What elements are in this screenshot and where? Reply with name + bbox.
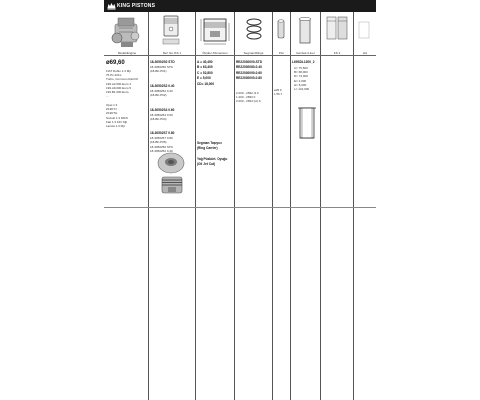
header-label-liner: Gömlek /Liner	[296, 51, 315, 55]
brand-name: KING PISTONS	[117, 3, 156, 9]
piston-kit-icon	[325, 14, 349, 44]
dimension-value: A = 40,450	[197, 60, 213, 64]
ref-code: 18-30502S4 0.60	[150, 108, 175, 112]
header-label-rings: Segman/Rings	[243, 51, 264, 55]
dimension-list	[197, 60, 214, 87]
catalog-sheet	[104, 0, 376, 400]
ring-carrier-label-en: (Ring Carrier)	[197, 146, 218, 150]
ring-code: RE22030080-0.40	[236, 65, 262, 70]
engine-model-list	[106, 69, 138, 98]
engine-note: Opel 1.3	[106, 103, 118, 107]
ring-carrier-label: Segman Taşıyıcı	[197, 141, 222, 145]
engine-model: 199.A9.000 Euro 5	[106, 85, 132, 90]
cylinder-liner-icon	[298, 16, 312, 46]
liner-value: A= 75,500	[294, 66, 308, 70]
ref-sub: 18-3050250 STD	[150, 65, 173, 69]
ring-code: RE22030090-0.60	[236, 70, 262, 75]
dimension-drawing-icon	[198, 14, 232, 48]
ring-code: RE22030000-STD	[236, 60, 263, 64]
ref-sub: (18-BF-P02)	[150, 93, 167, 98]
liner-value: L= 142,000	[294, 87, 310, 92]
column-divider	[320, 12, 321, 400]
engine-model: 199.A2.000 Euro 4	[106, 81, 132, 86]
ref-sub: (18-BF-P04)	[150, 117, 167, 122]
liner-value: E= 2,000	[294, 78, 307, 83]
header-label-pin: Pim	[278, 51, 285, 55]
ref-sub: (18-BF-P05)	[150, 140, 167, 145]
engine-icon	[107, 14, 145, 50]
ha-icon	[357, 20, 371, 40]
liner-dimension-list	[294, 66, 309, 91]
pin-value: L 56.7	[274, 92, 283, 97]
column-divider	[290, 12, 291, 400]
column-divider	[148, 12, 149, 400]
brand-bar	[104, 0, 376, 12]
piston-pin-icon	[276, 18, 286, 40]
engine-model: 75 Ps 2011-	[106, 73, 122, 78]
ref-sub: (18-BF-P01)	[150, 69, 167, 74]
liner-code: L69SDL1200_2	[292, 60, 315, 64]
engine-note: Z13DTJ	[106, 107, 117, 112]
column-divider	[234, 12, 235, 400]
header-label-dimension: Ölçüler /Dimension	[202, 51, 228, 55]
dimension-value: B = 63,400	[197, 65, 213, 70]
piston-icon	[161, 14, 181, 46]
liner-value: B= 68,000	[294, 70, 308, 75]
ref-code: 18-30502S0 STD	[150, 60, 175, 64]
piston-rings-icon	[244, 16, 264, 44]
engine-model: Turbo, Common Rail Dir	[106, 77, 139, 82]
ref-sub: 18-3050254 0.60	[150, 113, 173, 117]
header-label-ks2: KS 2	[333, 51, 341, 55]
engine-model: ...	[106, 94, 109, 99]
ring-size: 2.000 - 2834 (H) S	[236, 99, 261, 104]
ref-extra: 18-3050250 STD	[150, 145, 173, 149]
row-divider	[104, 207, 376, 208]
ring-size: 2.000 - 2832 (2 F	[236, 91, 260, 95]
pin-list	[274, 88, 282, 96]
ref-sub: 18-3050252 0.40	[150, 89, 173, 93]
column-divider	[353, 12, 354, 400]
engine-note: Z13DTH	[106, 111, 118, 116]
header-label-ref: Ref. No./KS 1	[162, 51, 182, 55]
piston-side-photo	[159, 174, 185, 196]
ref-sub-list	[150, 89, 173, 97]
header-label-ha: HA	[362, 51, 368, 55]
oil-jet-label-en: (Oil Jet Cut)	[197, 162, 216, 166]
ring-list	[236, 60, 262, 82]
liner-value: H= 5,000	[294, 82, 307, 87]
engine-note: Lancia 1.3 Mjt	[106, 124, 125, 129]
bore-diameter: ø69,60	[106, 60, 125, 66]
ref-code: 18-30502S7 0.80	[150, 131, 175, 135]
ref-sub-list	[150, 136, 173, 144]
column-divider	[195, 12, 196, 400]
header-divider	[104, 55, 376, 56]
pin-value: ø25 F	[274, 88, 282, 92]
header-label-model: Model/Engine	[117, 51, 137, 55]
crown-logo-icon	[107, 2, 116, 10]
ring-size: 1.200 - 2833 F	[236, 95, 256, 100]
dimension-value: CD= 18,000	[197, 81, 215, 86]
column-divider	[272, 12, 273, 400]
engine-note: Suzuki 1.3 DDiS	[106, 115, 128, 120]
dimension-value: C = 52,800	[197, 70, 213, 75]
piston-top-photo	[157, 152, 185, 174]
ring-size-list	[236, 91, 261, 104]
ref-sub-list	[150, 113, 173, 121]
ref-extra: 18-3050252 0.40	[150, 149, 173, 154]
liner-value: D= 74,000	[294, 74, 308, 79]
engine-model: FIAT Doblo 1.3 Mjt	[106, 69, 131, 73]
ref-sub: 18-3050257 0.80	[150, 136, 173, 140]
engine-model: 199.B1.000 Euro	[106, 90, 129, 95]
dimension-value: E = 5,000	[197, 76, 211, 81]
ref-sub-list	[150, 65, 173, 73]
ref-code: 18-30502S2 0.40	[150, 84, 175, 88]
engine-note: Fiat 1.3 16V Mjt	[106, 119, 128, 124]
liner-drawing	[297, 105, 317, 141]
ring-code: RE22030000-0.80	[236, 76, 262, 81]
oil-jet-label: Yağ Püskürt. Oyuğu	[197, 157, 228, 161]
engine-notes-list	[106, 103, 128, 128]
